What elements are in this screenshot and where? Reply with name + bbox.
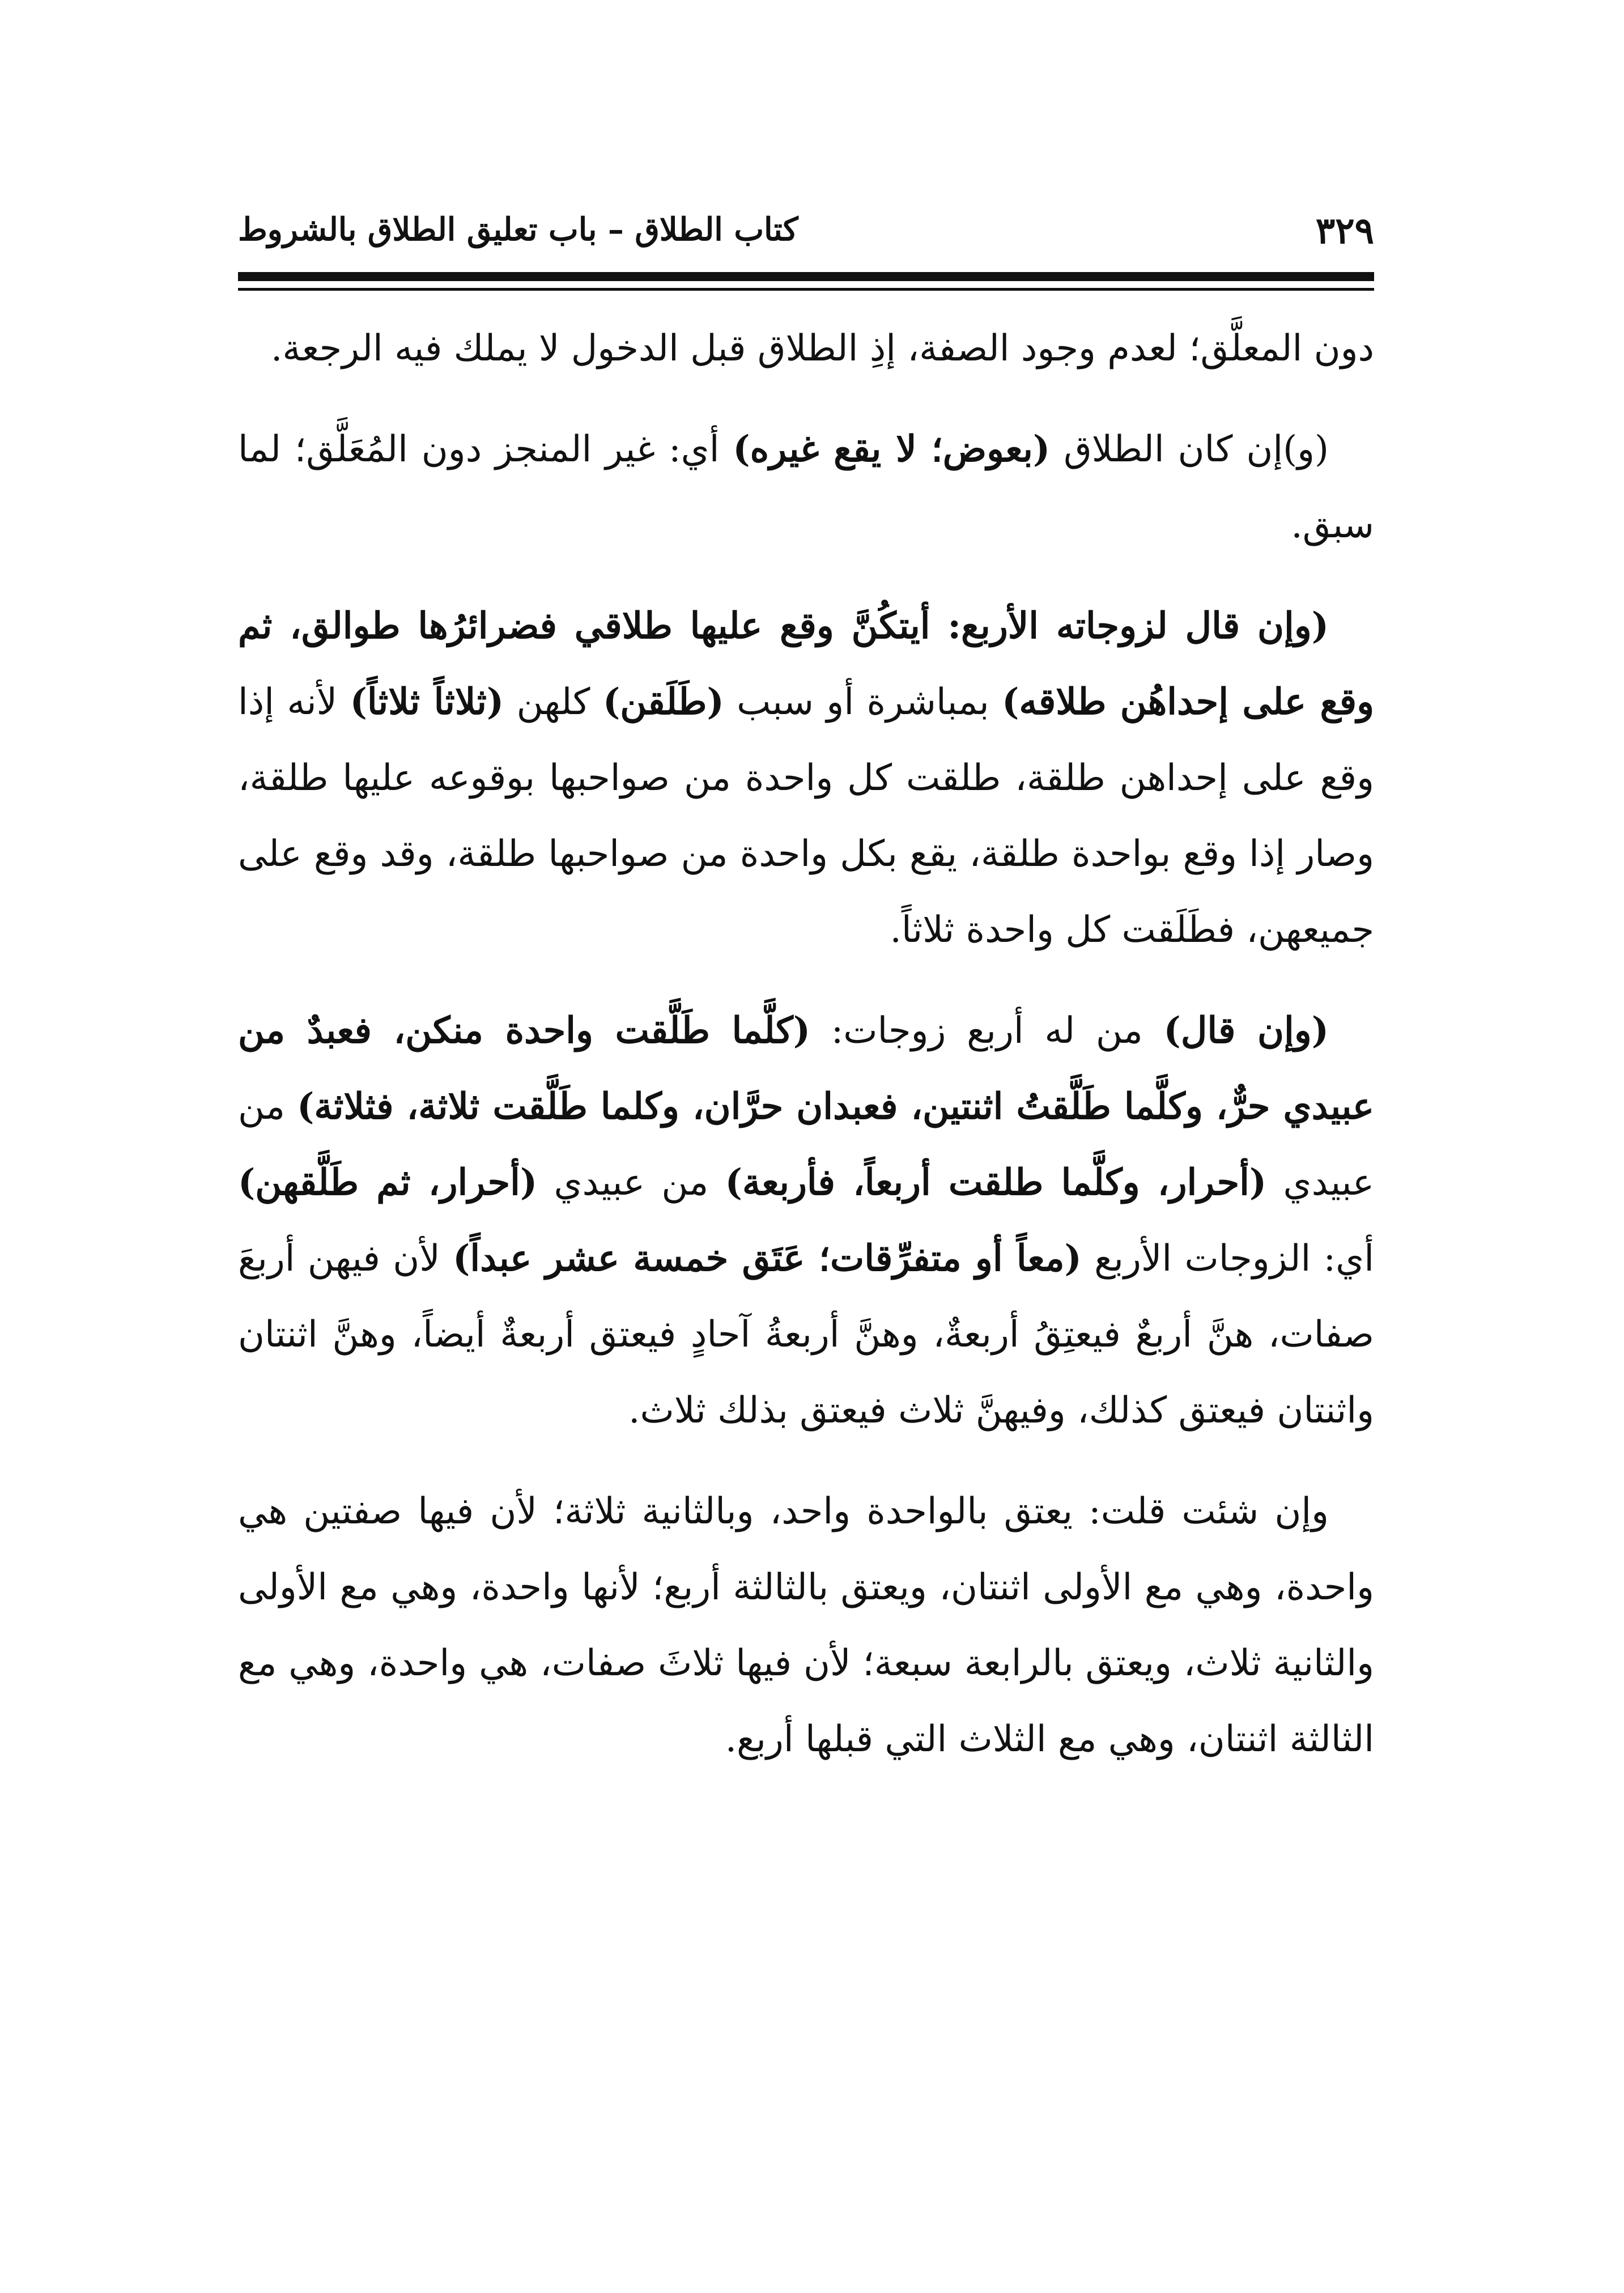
text-run: لأنه إذا وقع على إحداهن طلقة، طلقت كل واحدة من صواحبها بوقوعه عليها طلقة، وصار إذا وقع بواحدة طلقة، يقع بكل واحدة من صواحبها طلقة، وقد وقع على جميعهن، فطَلَقت كل واحدة ثلاثاً. — [238, 681, 1375, 951]
text-run: (و)إن كان الطلاق — [1050, 428, 1329, 470]
text-run: لأن فيهن أربعَ صفات، هنَّ أربعٌ فيعتِقُ أربعةٌ، وهنَّ أربعةُ آحادٍ فيعتق أربعةٌ أيضاً، وهنَّ اثنتان واثنتان فيعتق كذلك، وفيهنَّ ثلاث فيعتق بذلك ثلاث. — [238, 1238, 1375, 1432]
text-run: من عبيدي — [537, 1162, 725, 1204]
header-rule-thin — [238, 288, 1374, 291]
bold-text-run: (معاً أو متفرِّقات؛ عَتَق خمسة عشر عبداً) — [453, 1237, 1082, 1280]
text-run: أي: غير المنجز دون المُعَلَّق؛ لما سبق. — [238, 428, 1374, 546]
bold-text-run: (ثلاثاً ثلاثاً) — [350, 681, 504, 723]
bold-text-run: (وإن قال لزوجاته الأربع: أيتكُنَّ وقع عليها طلاقي فضرائرُها طوالق، ثم وقع على إحداهُن طلاقه) — [238, 605, 1375, 723]
bold-text-run: (أحرار، وكلَّما طلقت أربعاً، فأربعة) — [725, 1161, 1267, 1204]
text-run: بمباشرة أو سبب — [724, 681, 1002, 723]
running-title: كتاب الطلاق – باب تعليق الطلاق بالشروط — [238, 211, 798, 248]
text-run: من له أربع زوجات: — [810, 1010, 1164, 1052]
text-run: من عبيدي — [238, 1086, 1375, 1204]
page-header — [238, 204, 1374, 261]
text-run: أي: الزوجات الأربع — [1081, 1238, 1375, 1280]
paragraph — [238, 1474, 1374, 1777]
paragraph — [238, 411, 1374, 563]
bold-text-run: (بعوض؛ لا يقع غيره) — [733, 428, 1051, 470]
text-run: وإن شئت قلت: يعتق بالواحدة واحد، وبالثانية ثلاثة؛ لأن فيها صفتين هي واحدة، وهي مع الأولى اثنتان، ويعتق بالثالثة أربع؛ لأنها واحدة، وهي مع الأولى والثانية ثلاث، ويعتق بالرابعة سبعة؛ لأن فيها ثلاثَ صفات، هي واحدة، وهي مع الثالثة اثنتان، وهي مع الثلاث التي قبلها أربع. — [238, 1491, 1375, 1760]
page-number: ٣٢٩ — [1315, 210, 1374, 252]
bold-text-run: (كلَّما طَلَّقت واحدة منكن، فعبدٌ من عبيدي حرٌّ، وكلَّما طَلَّقتُ اثنتين، فعبدان حرَّان، وكلما طَلَّقت ثلاثة، فثلاثة) — [238, 1009, 1375, 1128]
paragraph — [238, 993, 1374, 1449]
paragraph — [238, 311, 1374, 387]
paragraph — [238, 588, 1374, 968]
text-run: دون المعلَّق؛ لعدم وجود الصفة، إذِ الطلاق قبل الدخول لا يملك فيه الرجعة. — [271, 328, 1374, 370]
header-rule-thick — [238, 272, 1374, 281]
bold-text-run: (طَلَقن) — [602, 681, 724, 723]
bold-text-run: (وإن قال) — [1163, 1009, 1329, 1052]
text-run: كلهن — [504, 681, 603, 723]
bold-text-run: (أحرار، ثم طَلَّقهن) — [238, 1161, 538, 1204]
page-body — [238, 311, 1374, 1802]
